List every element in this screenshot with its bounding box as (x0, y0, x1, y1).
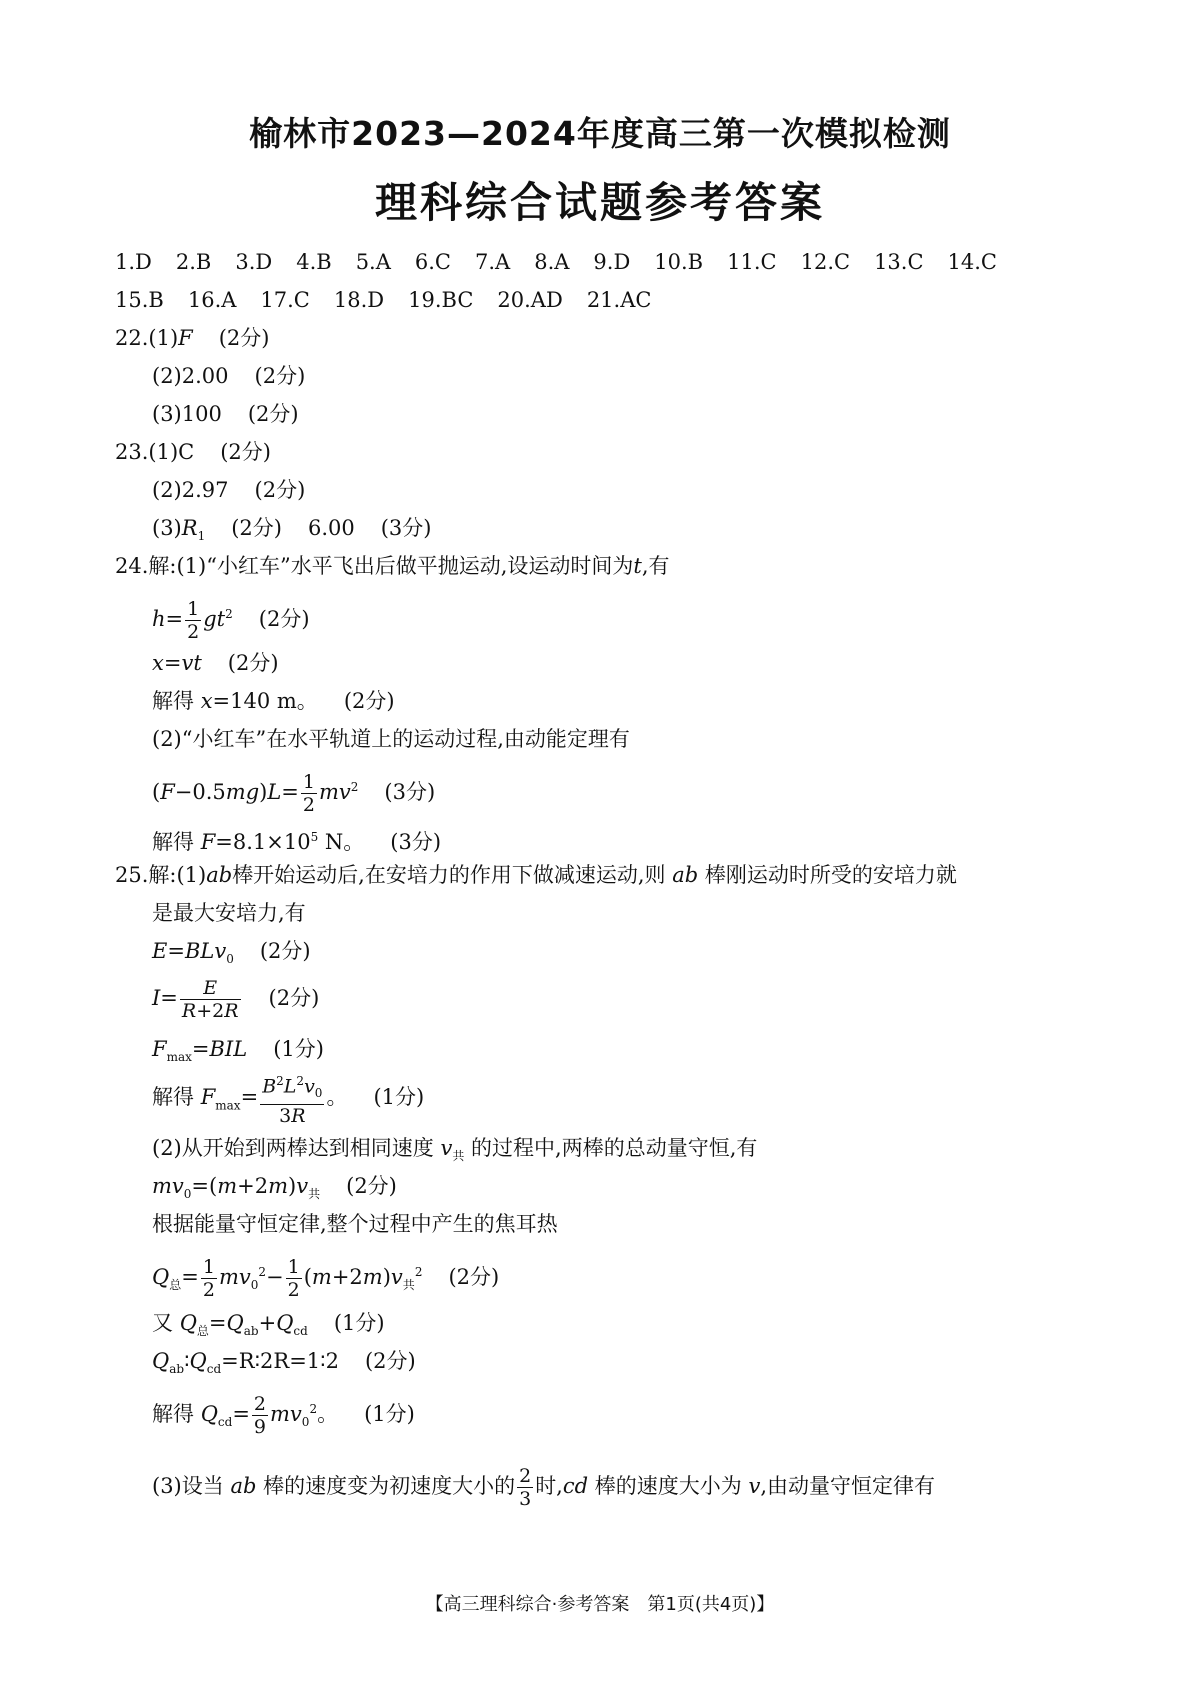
q22-part1: 22.(1)F (2分) (115, 326, 270, 350)
answer-item: 9.D (593, 250, 631, 274)
q25-eq-heat: $Q_总=$ $\frac{1}{2}$ $mv_0^2-$ $\frac{1}{2}$ $(m+2m)v_共^2$ (2分) (152, 1256, 500, 1301)
answer-item: 20.AD (497, 288, 563, 312)
q23-part2: (2)2.97 (2分) (152, 478, 306, 502)
title-line-1: 榆林市2023—2024年度高三第一次模拟检测 (249, 114, 951, 153)
q25-energy-text: 根据能量守恒定律,整个过程中产生的焦耳热 (152, 1212, 558, 1236)
answer-item: 15.B (115, 288, 164, 312)
q22-part3: (3)100 (2分) (152, 402, 299, 426)
answer-item: 14.C (947, 250, 997, 274)
answer-item: 6.C (414, 250, 451, 274)
q24-intro: 24.解:(1)“小红车”水平飞出后做平抛运动,设运动时间为t,有 (115, 554, 670, 578)
q25-eq-heat-sum: 又 $Q_总=Q_{ab}+Q_{cd}$ (1分) (152, 1311, 385, 1339)
q25-result-2: 解得 $Q_{cd}=$ $\frac{2}{9}$ $mv_0^2$。 (1分) (152, 1393, 415, 1438)
answer-item: 7.A (475, 250, 511, 274)
q22-part2: (2)2.00 (2分) (152, 364, 306, 388)
q25-part3: (3)设当 ab 棒的速度变为初速度大小的 $\frac{2}{3}$ 时,cd 棒的速度大小为 v,由动量守恒定律有 (152, 1465, 936, 1510)
answer-item: 2.B (175, 250, 212, 274)
answer-item: 18.D (333, 288, 385, 312)
answer-item: 3.D (235, 250, 273, 274)
q24-result-2: 解得 $F=8.1\times 10^5$ N。 (3分) (152, 830, 442, 854)
q23-part3: $(3)R_1$ (2分) 6.00 (3分) (152, 516, 432, 544)
q25-result-1: 解得 $F_{max}=$ $\frac{B^2L^2v_0}{3R}$ 。 (1分) (152, 1070, 424, 1131)
q25-part2: (2)从开始到两棒达到相同速度 $v_共$ 的过程中,两棒的总动量守恒,有 (152, 1136, 758, 1164)
page-footer: 【高三理科综合·参考答案 第1页(共4页)】 (425, 1594, 775, 1615)
answer-item: 5.A (355, 250, 391, 274)
choice-answers-row-1 (115, 247, 997, 277)
q25-eq-heat-ratio: $Q_{ab}∶Q_{cd}=R∶2R=1∶2$ (2分) (152, 1349, 416, 1377)
q25-intro: 25.解:(1)ab棒开始运动后,在安培力的作用下做减速运动,则 ab 棒刚运动时所受的安培力就 (115, 863, 957, 887)
answer-item: 10.B (654, 250, 704, 274)
answer-item: 4.B (296, 250, 332, 274)
q25-eq-momentum: $mv_0=(m+2m)v_共$ (2分) (152, 1174, 397, 1202)
answer-item: 13.C (874, 250, 924, 274)
q25-eq-current: I= $\frac{E}{R+2R}$ (2分) (152, 977, 320, 1022)
answer-item: 11.C (727, 250, 777, 274)
q24-eq-height: h= $\frac{1}{2}$ $gt^2$ (2分) (152, 598, 310, 643)
q24-part2: (2)“小红车”在水平轨道上的运动过程,由动能定理有 (152, 727, 630, 751)
q25-eq-fmax: $F_{max}=BIL$ (1分) (152, 1037, 324, 1065)
answer-item: 17.C (260, 288, 310, 312)
choice-answers-row-2 (115, 285, 651, 315)
answer-item: 1.D (115, 250, 152, 274)
answer-item: 12.C (800, 250, 851, 274)
q24-eq-distance: x=vt (2分) (152, 651, 279, 675)
answer-item: 21.AC (586, 288, 652, 312)
answer-item: 8.A (534, 250, 570, 274)
q24-eq-work-energy: (F−0.5mg)L= $\frac{1}{2}$ $mv^2$ (3分) (152, 771, 436, 816)
answer-item: 16.A (187, 288, 237, 312)
q23-part1: 23.(1)C (2分) (115, 440, 271, 464)
q24-result-1: 解得 x=140 m。 (2分) (152, 689, 395, 713)
answer-item: 19.BC (408, 288, 474, 312)
q25-eq-emf: E=BLv$_0$ (2分) (152, 939, 311, 967)
q25-intro-line-2: 是最大安培力,有 (152, 901, 306, 925)
title-line-2: 理科综合试题参考答案 (374, 178, 825, 227)
